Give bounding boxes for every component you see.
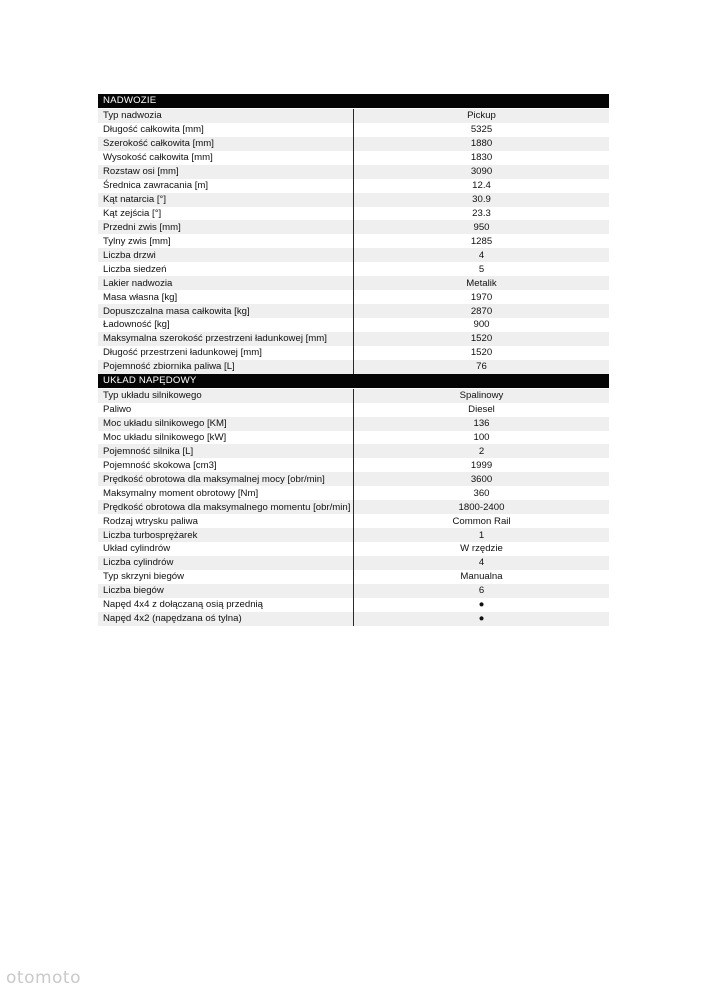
row-value: 3090 xyxy=(354,165,610,179)
row-value: 136 xyxy=(354,417,610,431)
row-value: ● xyxy=(354,598,610,612)
row-value: ● xyxy=(354,612,610,626)
row-label: Średnica zawracania [m] xyxy=(98,179,354,193)
table-row xyxy=(98,207,609,221)
table-row xyxy=(98,360,609,374)
row-value: 360 xyxy=(354,486,610,500)
section-title: UKŁAD NAPĘDOWY xyxy=(98,374,609,388)
row-value: 1520 xyxy=(354,332,610,346)
row-label: Kąt natarcia [°] xyxy=(98,193,354,207)
table-row xyxy=(98,542,609,556)
row-value: Spalinowy xyxy=(354,388,610,402)
table-row xyxy=(98,332,609,346)
table-row xyxy=(98,612,609,626)
table-row xyxy=(98,584,609,598)
row-label: Typ skrzyni biegów xyxy=(98,570,354,584)
row-value: 12.4 xyxy=(354,179,610,193)
row-value: 100 xyxy=(354,431,610,445)
table-row xyxy=(98,108,609,122)
table-row xyxy=(98,444,609,458)
table-row xyxy=(98,556,609,570)
row-value: 5 xyxy=(354,262,610,276)
table-row xyxy=(98,179,609,193)
row-label: Napęd 4x4 z dołączaną osią przednią xyxy=(98,598,354,612)
table-row xyxy=(98,472,609,486)
row-label: Liczba turbosprężarek xyxy=(98,528,354,542)
table-row xyxy=(98,276,609,290)
row-value: 1830 xyxy=(354,151,610,165)
row-label: Maksymalny moment obrotowy [Nm] xyxy=(98,486,354,500)
row-value: 1 xyxy=(354,528,610,542)
row-value: W rzędzie xyxy=(354,542,610,556)
row-label: Pojemność skokowa [cm3] xyxy=(98,458,354,472)
row-label: Typ układu silnikowego xyxy=(98,388,354,402)
table-row xyxy=(98,318,609,332)
row-label: Napęd 4x2 (napędzana oś tylna) xyxy=(98,612,354,626)
row-label: Tylny zwis [mm] xyxy=(98,234,354,248)
row-value: 1285 xyxy=(354,234,610,248)
row-value: Diesel xyxy=(354,403,610,417)
specification-table xyxy=(98,94,609,626)
row-label: Układ cylindrów xyxy=(98,542,354,556)
row-label: Liczba biegów xyxy=(98,584,354,598)
row-label: Przedni zwis [mm] xyxy=(98,220,354,234)
table-row xyxy=(98,304,609,318)
row-label: Lakier nadwozia xyxy=(98,276,354,290)
table-row xyxy=(98,220,609,234)
row-label: Pojemność zbiornika paliwa [L] xyxy=(98,360,354,374)
table-row xyxy=(98,514,609,528)
table-row xyxy=(98,388,609,402)
row-value: 2 xyxy=(354,444,610,458)
row-value: 4 xyxy=(354,248,610,262)
row-label: Liczba siedzeń xyxy=(98,262,354,276)
row-label: Szerokość całkowita [mm] xyxy=(98,137,354,151)
table-row xyxy=(98,262,609,276)
row-label: Moc układu silnikowego [kW] xyxy=(98,431,354,445)
row-value: 1880 xyxy=(354,137,610,151)
row-value: 4 xyxy=(354,556,610,570)
table-row xyxy=(98,486,609,500)
specification-table-body xyxy=(98,94,609,626)
row-label: Kąt zejścia [°] xyxy=(98,207,354,221)
row-value: 1520 xyxy=(354,346,610,360)
watermark-logo: otomoto xyxy=(6,968,81,988)
row-value: 76 xyxy=(354,360,610,374)
row-label: Prędkość obrotowa dla maksymalnego momentu [obr/min] xyxy=(98,500,354,514)
section-header xyxy=(98,94,609,108)
row-value: 2870 xyxy=(354,304,610,318)
row-value: 1999 xyxy=(354,458,610,472)
table-row xyxy=(98,500,609,514)
row-value: 1800-2400 xyxy=(354,500,610,514)
row-label: Typ nadwozia xyxy=(98,108,354,122)
row-value: Common Rail xyxy=(354,514,610,528)
table-row xyxy=(98,598,609,612)
row-label: Masa własna [kg] xyxy=(98,290,354,304)
row-label: Rozstaw osi [mm] xyxy=(98,165,354,179)
row-value: 23.3 xyxy=(354,207,610,221)
row-value: 30.9 xyxy=(354,193,610,207)
table-row xyxy=(98,137,609,151)
row-value: Metalik xyxy=(354,276,610,290)
table-row xyxy=(98,417,609,431)
row-label: Rodzaj wtrysku paliwa xyxy=(98,514,354,528)
table-row xyxy=(98,193,609,207)
table-row xyxy=(98,248,609,262)
row-label: Pojemność silnika [L] xyxy=(98,444,354,458)
table-row xyxy=(98,403,609,417)
row-label: Liczba cylindrów xyxy=(98,556,354,570)
row-label: Maksymalna szerokość przestrzeni ładunkowej [mm] xyxy=(98,332,354,346)
row-label: Paliwo xyxy=(98,403,354,417)
row-label: Liczba drzwi xyxy=(98,248,354,262)
table-row xyxy=(98,528,609,542)
table-row xyxy=(98,234,609,248)
section-header xyxy=(98,374,609,388)
row-value: Manualna xyxy=(354,570,610,584)
table-row xyxy=(98,458,609,472)
row-label: Ładowność [kg] xyxy=(98,318,354,332)
row-label: Wysokość całkowita [mm] xyxy=(98,151,354,165)
row-value: 6 xyxy=(354,584,610,598)
section-title: NADWOZIE xyxy=(98,94,609,108)
row-value: 1970 xyxy=(354,290,610,304)
row-value: Pickup xyxy=(354,108,610,122)
row-label: Długość przestrzeni ładunkowej [mm] xyxy=(98,346,354,360)
table-row xyxy=(98,346,609,360)
table-row xyxy=(98,431,609,445)
row-value: 900 xyxy=(354,318,610,332)
row-label: Prędkość obrotowa dla maksymalnej mocy [obr/min] xyxy=(98,472,354,486)
table-row xyxy=(98,151,609,165)
row-label: Moc układu silnikowego [KM] xyxy=(98,417,354,431)
row-value: 3600 xyxy=(354,472,610,486)
row-label: Długość całkowita [mm] xyxy=(98,123,354,137)
row-value: 950 xyxy=(354,220,610,234)
row-label: Dopuszczalna masa całkowita [kg] xyxy=(98,304,354,318)
table-row xyxy=(98,165,609,179)
table-row xyxy=(98,290,609,304)
table-row xyxy=(98,123,609,137)
table-row xyxy=(98,570,609,584)
row-value: 5325 xyxy=(354,123,610,137)
